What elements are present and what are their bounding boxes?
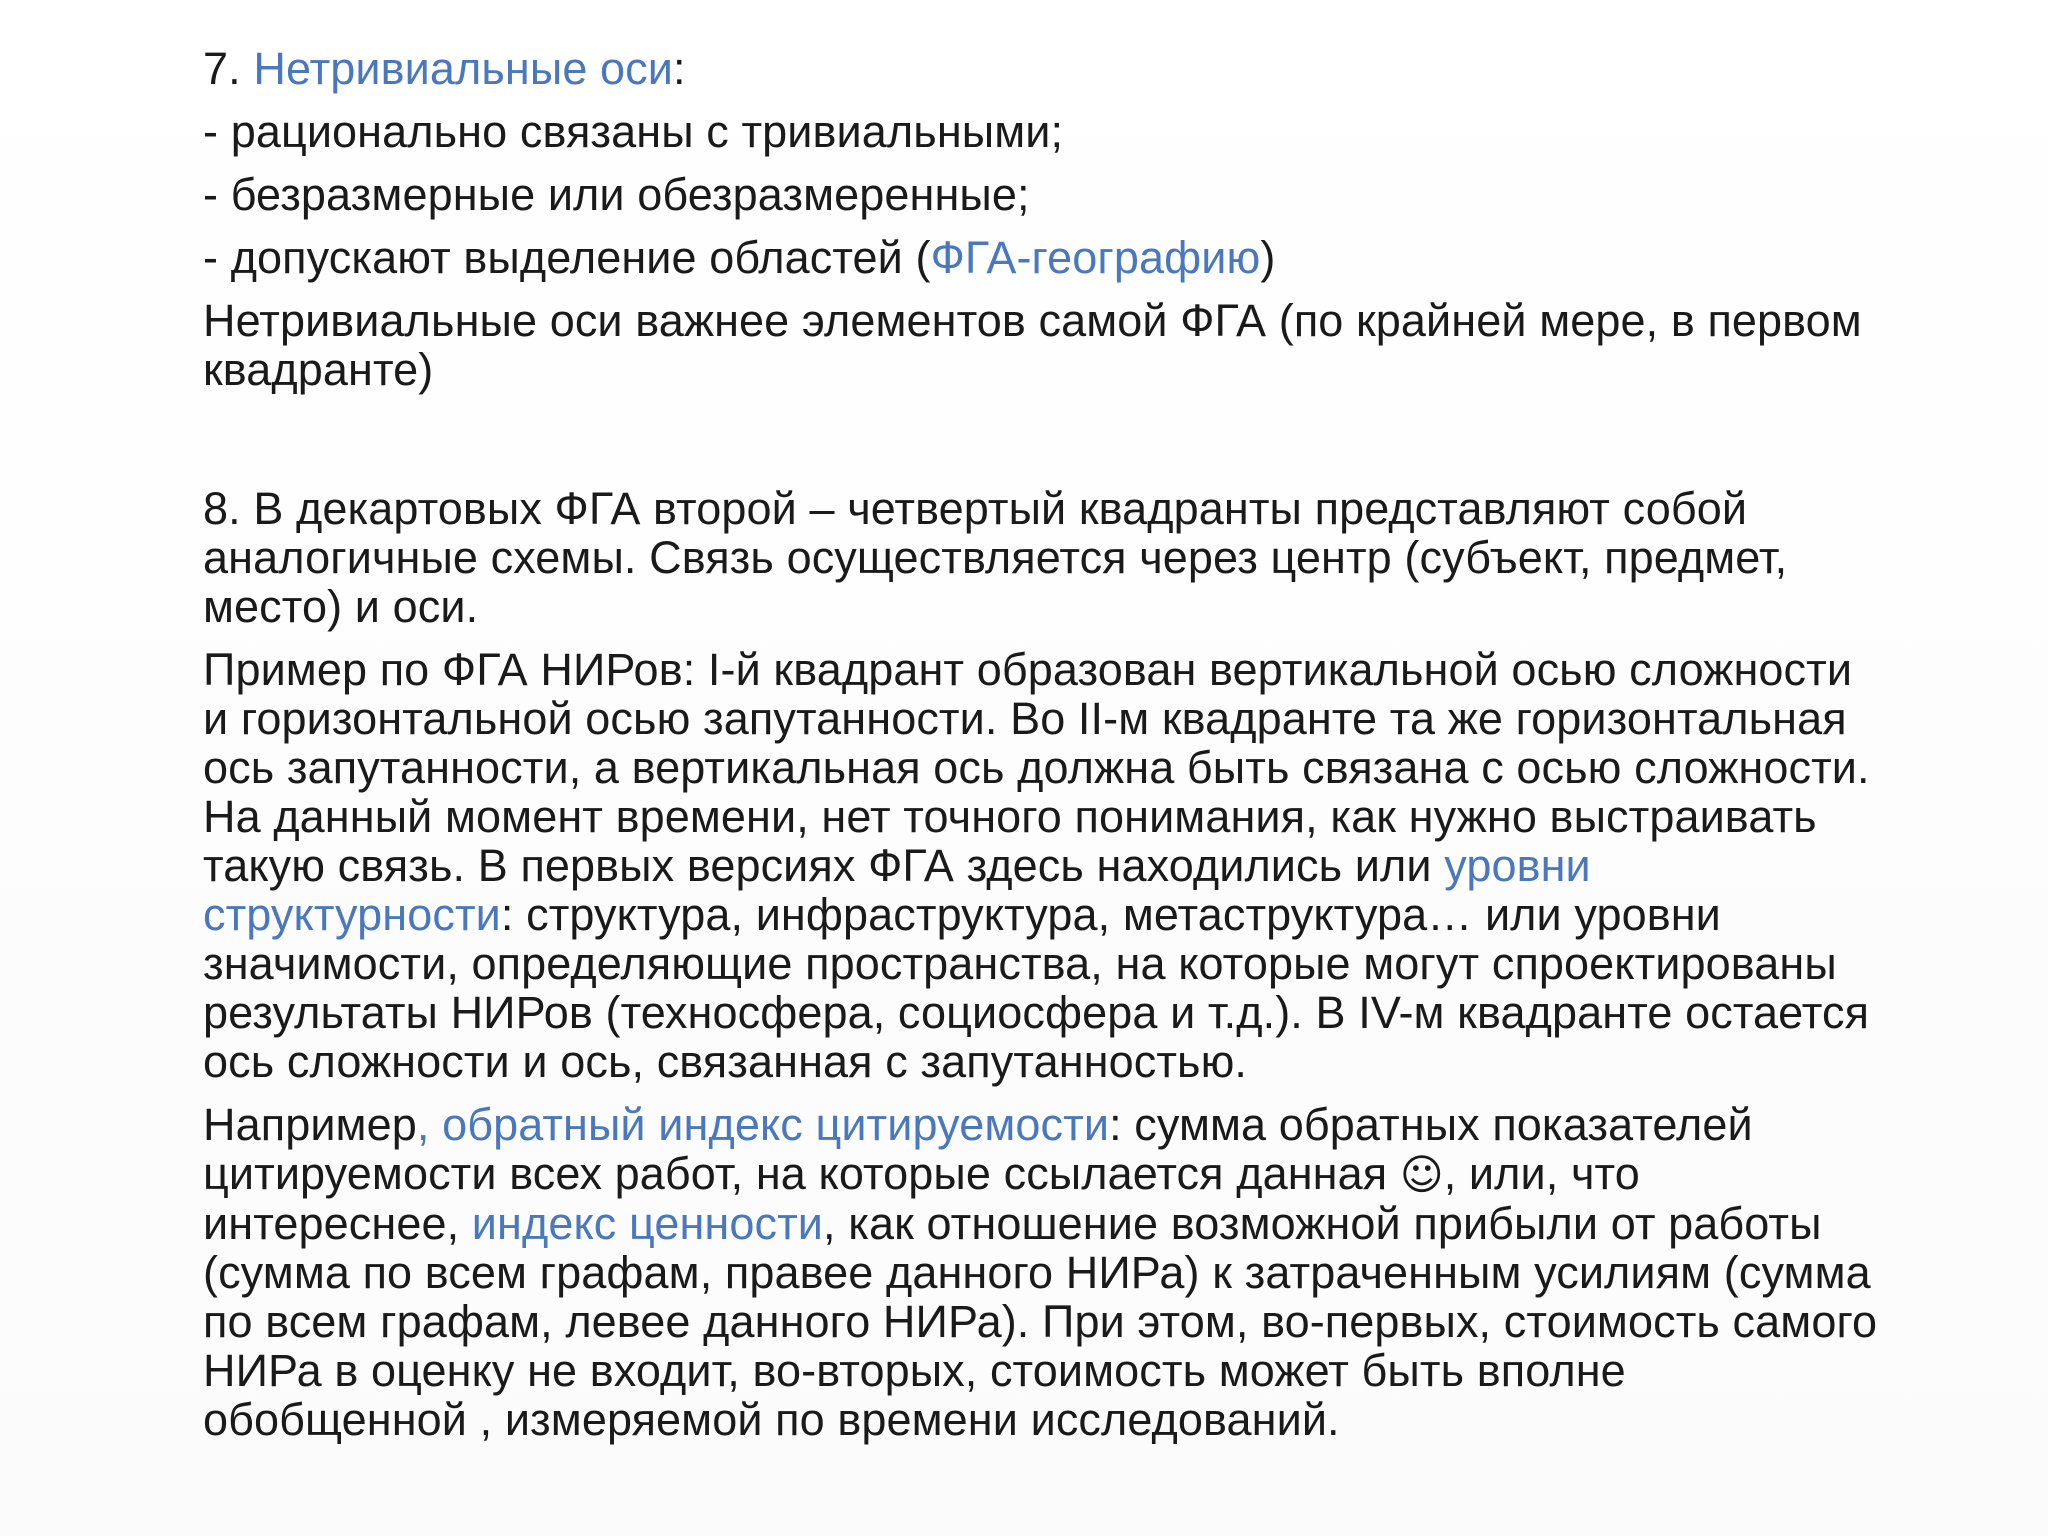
section8-example-line bbox=[203, 841, 1948, 890]
structure-levels-term: уровни bbox=[1444, 840, 1591, 891]
section7-item-1: - рационально связаны с тривиальными; bbox=[203, 106, 1064, 157]
section8-example-line5-prefix: такую связь. В первых версиях ФГА здесь находились или bbox=[203, 840, 1445, 891]
section8-example-line: значимости, определяющие пространства, на которые могут спроектированы bbox=[203, 938, 1837, 989]
forexample-line: по всем графам, левее данного НИРа). При этом, во-первых, стоимость самого bbox=[203, 1296, 1878, 1347]
section8-intro-line: 8. В декартовых ФГА второй – четвертый квадранты представляют собой bbox=[203, 483, 1748, 534]
section7-item-3-suffix: ) bbox=[1260, 232, 1276, 283]
section8-forexample bbox=[203, 1100, 1948, 1444]
smiley-icon: ☺ bbox=[1399, 1150, 1444, 1199]
section7-title: Нетривиальные оси bbox=[253, 43, 674, 94]
forexample-line: (сумма по всем графам, правее данного НИРа) к затраченным усилиям (сумма bbox=[203, 1247, 1871, 1298]
section8-intro bbox=[203, 484, 1948, 631]
slide-content bbox=[203, 44, 1948, 1444]
section8-example-line: ось запутанности, а вертикальная ось должна быть связана с осью сложности. bbox=[203, 742, 1870, 793]
section7-title-suffix: : bbox=[673, 43, 686, 94]
section7-item-3-prefix: - допускают выделение областей ( bbox=[203, 232, 931, 283]
section8-example bbox=[203, 645, 1948, 1086]
section8-example-line6-suffix: : структура, инфраструктура, метаструктура… или уровни bbox=[500, 889, 1721, 940]
section7-note-line: квадранте) bbox=[203, 344, 434, 395]
forexample-line1-prefix: Например bbox=[203, 1099, 417, 1150]
section7-number: 7. bbox=[203, 43, 254, 94]
section8-example-line bbox=[203, 890, 1948, 939]
section8-intro-line: место) и оси. bbox=[203, 581, 479, 632]
forexample-line2-prefix: цитируемости всех работ, на которые ссылается данная bbox=[203, 1148, 1400, 1199]
forexample-line1-suffix: : сумма обратных показателей bbox=[1109, 1099, 1753, 1150]
section7-item-2: - безразмерные или обезразмеренные; bbox=[203, 169, 1030, 220]
inverse-citation-index-term: , обратный индекс цитируемости bbox=[416, 1099, 1110, 1150]
forexample-line: НИРа в оценку не входит, во-вторых, стоимость может быть вполне bbox=[203, 1345, 1626, 1396]
section7-note bbox=[203, 296, 1948, 394]
section8-intro-line: аналогичные схемы. Связь осуществляется через центр (субъект, предмет, bbox=[203, 532, 1788, 583]
forexample-line bbox=[203, 1100, 1948, 1149]
section7-heading bbox=[203, 44, 1948, 93]
forexample-line3-suffix: , как отношение возможной прибыли от работы bbox=[823, 1198, 1822, 1249]
fga-geography-term: ФГА-географию bbox=[930, 232, 1261, 283]
forexample-line2-suffix: , или, что bbox=[1443, 1148, 1640, 1199]
section7-item-3 bbox=[203, 233, 1948, 282]
forexample-line: обобщенной , измеряемой по времени исследований. bbox=[203, 1394, 1340, 1445]
section8-example-line: Пример по ФГА НИРов: I-й квадрант образован вертикальной осью сложности bbox=[203, 644, 1853, 695]
structure-levels-term-cont: структурности bbox=[203, 889, 501, 940]
value-index-term: индекс ценности bbox=[471, 1198, 824, 1249]
section8-example-line: и горизонтальной осью запутанности. Во II-м квадранте та же горизонтальная bbox=[203, 693, 1847, 744]
forexample-line3-prefix: интереснее, bbox=[203, 1198, 472, 1249]
section8-example-line: ось сложности и ось, связанная с запутанностью. bbox=[203, 1036, 1248, 1087]
forexample-line bbox=[203, 1149, 1948, 1199]
forexample-line bbox=[203, 1199, 1948, 1248]
section8-example-line: результаты НИРов (техносфера, социосфера и т.д.). В IV-м квадранте остается bbox=[203, 987, 1870, 1038]
section7-note-line: Нетривиальные оси важнее элементов самой ФГА (по крайней мере, в первом bbox=[203, 295, 1862, 346]
section8-example-line: На данный момент времени, нет точного понимания, как нужно выстраивать bbox=[203, 791, 1817, 842]
